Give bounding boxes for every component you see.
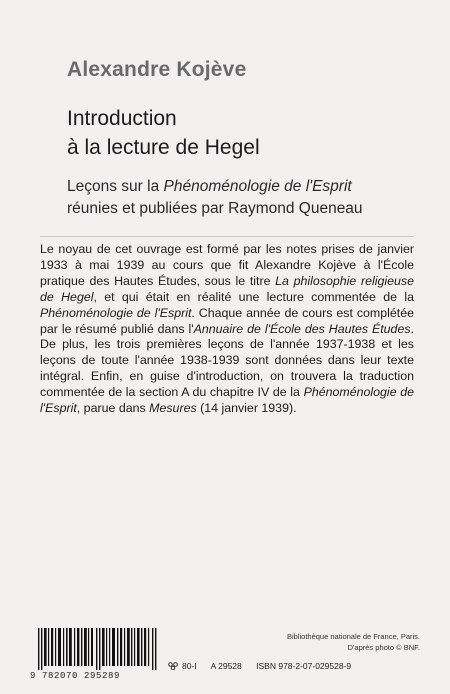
divider-line bbox=[40, 236, 414, 237]
subtitle-emphasis: Phénoménologie de l'Esprit bbox=[163, 178, 352, 195]
category-icon bbox=[168, 662, 178, 670]
reference-code: A 29528 bbox=[210, 661, 242, 671]
credit-line-1: Bibliothèque nationale de France, Paris. bbox=[286, 632, 420, 641]
subtitle-line-1 bbox=[67, 176, 363, 198]
title-line-1: Introduction bbox=[67, 107, 177, 130]
credit-line-2: D'après photo © BNF. bbox=[347, 643, 420, 652]
barcode bbox=[30, 628, 170, 684]
catalog-codes bbox=[168, 661, 428, 671]
blurb-text: , et qui était en réalité une lecture commentée de la bbox=[93, 289, 414, 304]
isbn: ISBN 978-2-07-029528-9 bbox=[256, 661, 352, 671]
author-name: Alexandre Kojève bbox=[67, 58, 247, 81]
category-code: 80-I bbox=[182, 661, 197, 671]
blurb-emphasis: La philosophie religieuse de Hegel bbox=[40, 273, 414, 304]
subtitle-line-2: réunies et publiées par Raymond Queneau bbox=[67, 200, 363, 217]
blurb-text: , parue dans bbox=[76, 401, 150, 416]
book-subtitle bbox=[67, 176, 363, 220]
blurb-emphasis: Mesures bbox=[149, 401, 197, 416]
blurb-paragraph bbox=[40, 242, 414, 417]
photo-credit bbox=[220, 631, 420, 653]
book-title bbox=[67, 104, 260, 162]
blurb-emphasis: Phénoménologie de l'Esprit bbox=[40, 385, 414, 416]
blurb-text: . De plus, les trois premières leçons de l'année 1937-1938 et les leçons de toute l'année 1938-1939 sont données dans leur texte intégral. Enfin, en guise d'introduction, on trouvera la traduction commentée de la section A du chapitre IV de la bbox=[40, 321, 414, 400]
blurb-text: (14 janvier 1939). bbox=[196, 401, 297, 416]
blurb-emphasis: Annuaire de l'École des Hautes Études bbox=[193, 321, 411, 336]
subtitle-text: Leçons sur la bbox=[67, 178, 164, 195]
blurb-text: . Chaque année de cours est complétée par le résumé publié dans l' bbox=[40, 305, 415, 336]
blurb-text: Le noyau de cet ouvrage est formé par les notes prises de janvier 1933 à mai 1939 au cours que fit Alexandre Kojève à l'École pratique des Hautes Études, sous le titre bbox=[40, 242, 414, 288]
barcode-bars bbox=[38, 628, 162, 670]
barcode-digits: 9 782070 295289 bbox=[30, 671, 121, 681]
cover-header bbox=[0, 0, 450, 240]
title-line-2: à la lecture de Hegel bbox=[67, 136, 260, 159]
blurb-emphasis: Phénoménologie de l'Esprit bbox=[40, 305, 192, 320]
